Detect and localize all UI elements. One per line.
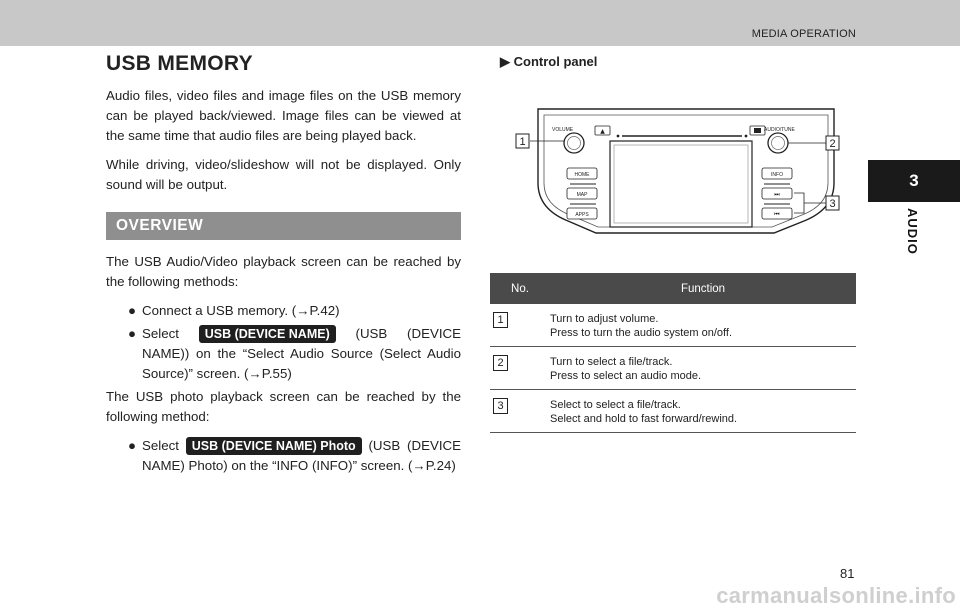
display-screen (610, 141, 752, 227)
apps-label: APPS (575, 212, 589, 218)
list-item (128, 436, 461, 476)
row-number: 3 (493, 398, 508, 414)
callout-number-2: 2 (829, 138, 836, 150)
usb-device-name-button[interactable]: USB (DEVICE NAME) (199, 325, 336, 343)
map-label: MAP (576, 192, 588, 198)
main-text-column (106, 54, 461, 479)
method-list (106, 301, 461, 384)
chapter-label: AUDIO (905, 208, 920, 255)
section-title: MEDIA OPERATION (751, 28, 856, 40)
row-number-cell (490, 304, 550, 347)
audio-tune-knob[interactable] (768, 133, 788, 153)
chapter-tab[interactable]: 3 (868, 160, 960, 202)
bullet-text: Select (142, 438, 179, 453)
slot-dot (745, 135, 748, 138)
column-header-function: Function (550, 273, 856, 304)
table-header-row (490, 273, 856, 304)
list-item (128, 324, 461, 384)
control-panel-diagram (512, 103, 848, 241)
control-panel-heading-text: Control panel (513, 54, 598, 69)
row-number-cell (490, 390, 550, 433)
media-icon (754, 128, 761, 133)
callout-number-1: 1 (519, 136, 526, 148)
bullet-text: (USB (DEVICE NAME)) on the “Select Audio Source (Select Audio Source)” screen. (→P.55) (142, 326, 461, 381)
row-function-cell (550, 347, 856, 390)
intro-paragraph-2: While driving, video/slideshow will not be displayed. Only sound will be output. (106, 157, 461, 192)
function-line: Turn to adjust volume. (550, 313, 659, 325)
row-function-cell (550, 390, 856, 433)
page-number: 81 (840, 566, 855, 581)
row-number: 1 (493, 312, 508, 328)
function-line: Turn to select a file/track. (550, 356, 673, 368)
table-row (490, 390, 856, 433)
triangle-right-icon: ▶ (500, 54, 510, 69)
table-row (490, 304, 856, 347)
audio-tune-label: AUDIO/TUNE (764, 127, 795, 133)
bullet-text: Connect a USB memory. (→P.42) (142, 303, 340, 318)
function-line: Select and hold to fast forward/rewind. (550, 413, 738, 425)
column-header-no: No. (490, 273, 550, 304)
function-line: Press to select an audio mode. (550, 370, 702, 382)
eject-icon: ▲ (600, 128, 605, 135)
overview-paragraph-2: The USB photo playback screen can be reached by the following method: (106, 389, 461, 424)
skip-back-icon: ⏮ (774, 211, 780, 218)
bullet-text: (USB (DEVICE NAME) Photo) on the “INFO (INFO)” screen. (→P.24) (142, 438, 461, 473)
overview-paragraph-1: The USB Audio/Video playback screen can be reached by the following methods: (106, 254, 461, 289)
control-panel-section (500, 54, 856, 70)
table-row (490, 347, 856, 390)
skip-forward-icon: ⏭ (774, 191, 780, 198)
overview-heading: OVERVIEW (106, 212, 461, 240)
row-function-cell (550, 304, 856, 347)
page-title: USB MEMORY (106, 52, 253, 75)
bullet-text: Select (142, 326, 179, 341)
home-label: HOME (574, 172, 590, 178)
volume-knob[interactable] (564, 133, 584, 153)
info-label: INFO (771, 172, 783, 178)
watermark: carmanualsonline.info (716, 583, 956, 608)
photo-method-list (106, 436, 461, 476)
intro-paragraph-1: Audio files, video files and image files on the USB memory can be played back/viewed. Image files can be viewed at the same time that audio files are being played back. (106, 88, 461, 143)
function-line: Select to select a file/track. (550, 399, 681, 411)
usb-device-name-photo-button[interactable]: USB (DEVICE NAME) Photo (186, 437, 362, 455)
callout-number-3: 3 (829, 198, 836, 210)
list-item (128, 301, 461, 321)
bullet-icon: ● (128, 438, 137, 453)
function-table (490, 273, 856, 433)
bullet-icon: ● (128, 326, 137, 341)
slot-dot (617, 135, 620, 138)
control-panel-heading (500, 54, 856, 70)
function-line: Press to turn the audio system on/off. (550, 327, 733, 339)
bullet-icon: ● (128, 303, 137, 318)
row-number: 2 (493, 355, 508, 371)
volume-label: VOLUME (552, 127, 574, 133)
row-number-cell (490, 347, 550, 390)
